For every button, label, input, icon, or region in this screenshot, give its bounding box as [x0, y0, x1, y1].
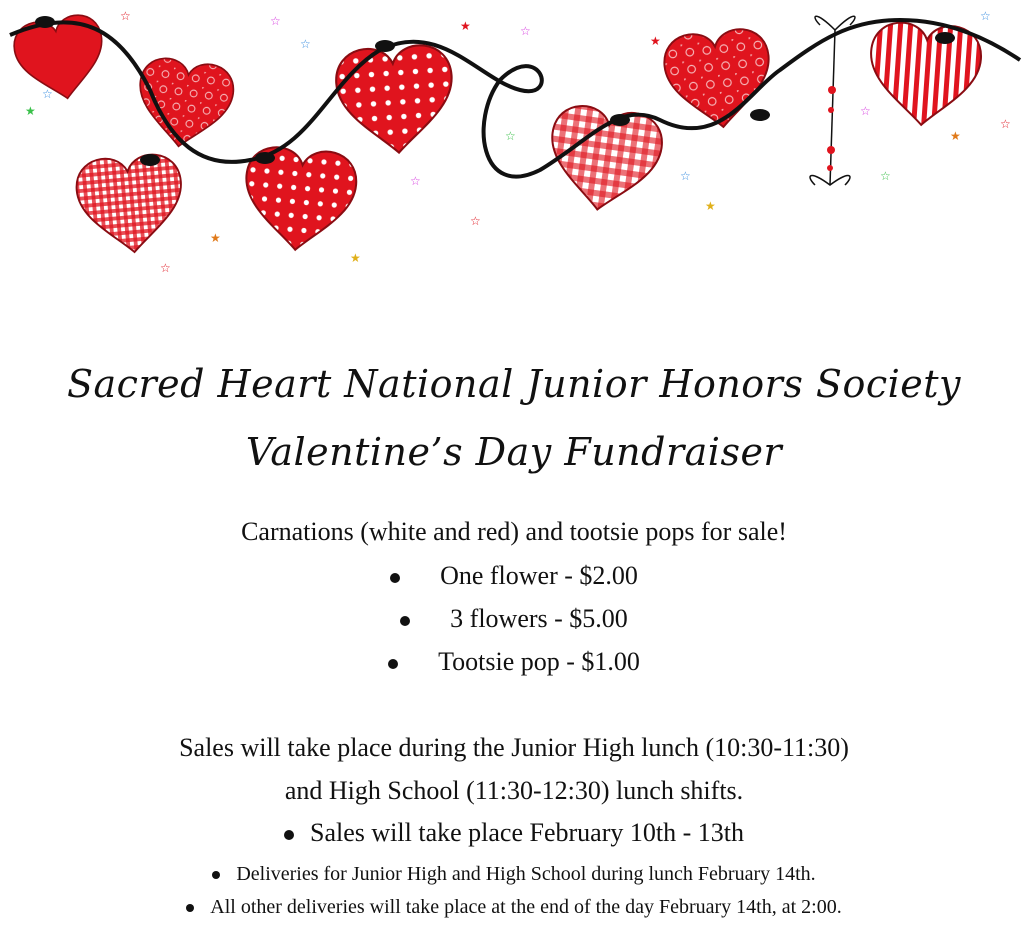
price-item: One flower - $2.00 [0, 561, 1028, 591]
svg-text:★: ★ [25, 104, 36, 118]
sales-info-line-1: Sales will take place during the Junior High lunch (10:30-11:30) [179, 733, 849, 762]
heart-icon [866, 21, 983, 129]
svg-text:★: ★ [460, 19, 471, 33]
svg-text:☆: ☆ [410, 174, 421, 188]
svg-text:★: ★ [650, 34, 661, 48]
heart-icon [132, 55, 236, 153]
svg-text:☆: ☆ [42, 87, 53, 101]
bullet-icon [390, 573, 400, 583]
heart-icon [543, 102, 666, 217]
svg-text:☆: ☆ [1000, 117, 1011, 131]
bullet-icon [388, 659, 398, 669]
delivery-info-2: All other deliveries will take place at the end of the day February 14th, at 2:00. [0, 896, 1028, 919]
page-title-line-2: Valentine’s Day Fundraiser [245, 430, 783, 474]
svg-text:☆: ☆ [470, 214, 481, 228]
svg-text:★: ★ [350, 251, 361, 265]
svg-text:☆: ☆ [980, 9, 991, 23]
price-item: 3 flowers - $5.00 [0, 604, 1028, 634]
intro-text: Carnations (white and red) and tootsie pops for sale! [241, 517, 787, 546]
delivery-info-1: Deliveries for Junior High and High School during lunch February 14th. [0, 863, 1028, 886]
page-title-line-1: Sacred Heart National Junior Honors Society [66, 362, 962, 406]
price-item: Tootsie pop - $1.00 [0, 647, 1028, 677]
sales-info-line-2: and High School (11:30-12:30) lunch shifts. [284, 776, 744, 805]
bullet-icon [212, 871, 220, 879]
svg-text:☆: ☆ [505, 129, 516, 143]
svg-text:☆: ☆ [120, 9, 131, 23]
bullet-icon [400, 616, 410, 626]
hearts-garland-banner [0, 0, 1028, 300]
sales-dates: Sales will take place February 10th - 13th [0, 818, 1028, 848]
heart-icon [334, 43, 457, 156]
svg-text:☆: ☆ [880, 169, 891, 183]
svg-text:☆: ☆ [300, 37, 311, 51]
heart-icon [10, 11, 111, 106]
svg-text:☆: ☆ [680, 169, 691, 183]
svg-text:☆: ☆ [520, 24, 531, 38]
svg-text:★: ★ [950, 129, 961, 143]
heart-icon [74, 152, 186, 256]
svg-text:★: ★ [705, 199, 716, 213]
svg-text:☆: ☆ [860, 104, 871, 118]
bullet-icon [186, 904, 194, 912]
bullet-icon [284, 830, 294, 840]
svg-text:★: ★ [210, 231, 221, 245]
svg-text:☆: ☆ [160, 261, 171, 275]
svg-text:☆: ☆ [270, 14, 281, 28]
